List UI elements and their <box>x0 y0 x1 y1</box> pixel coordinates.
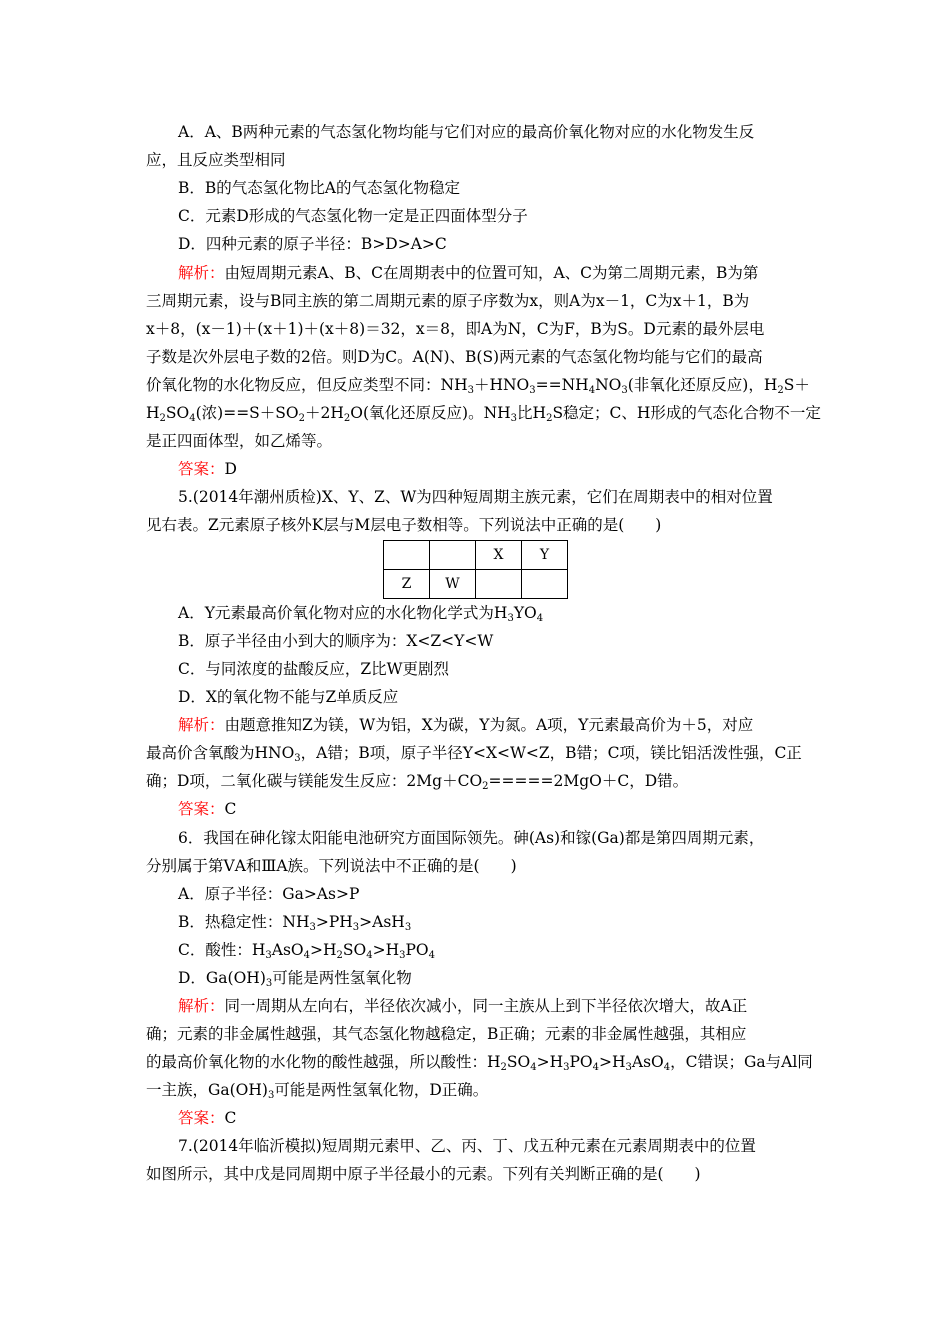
q5-option-c: C．与同浓度的盐酸反应，Z比W更剧烈 <box>178 660 450 678</box>
q5-stem-line2: 见右表。Z元素原子核外K层与M层电子数相等。下列说法中正确的是( ) <box>146 516 662 534</box>
explanation-label: 解析： <box>178 264 225 282</box>
q5-answer: 答案：C <box>178 800 237 818</box>
q4-explanation-line3: x＋8，(x－1)＋(x＋1)＋(x＋8)＝32，x＝8，即A为N，C为F，B为S。D元素的最外层电 <box>146 320 765 338</box>
answer-label: 答案： <box>178 800 225 818</box>
q6-option-b: B．热稳定性：$NH_3>PH_3>AsH_3$ <box>178 913 412 933</box>
q6-option-d: D．$Ga(OH)_3$可能是两性氢氧化物 <box>178 969 412 989</box>
q4-option-a-line2: 应，且反应类型相同 <box>146 151 286 169</box>
table-cell: Y <box>522 541 568 570</box>
table-row <box>384 570 568 599</box>
table-cell: Z <box>384 570 430 599</box>
q5-option-d: D．X的氧化物不能与Z单质反应 <box>178 688 399 706</box>
answer-label: 答案： <box>178 1109 225 1127</box>
table-cell <box>522 570 568 599</box>
q4-answer: 答案：D <box>178 460 237 478</box>
q5-periodic-table-fragment <box>383 540 568 599</box>
q7-stem-line1: 7.(2014年临沂模拟)短周期元素甲、乙、丙、丁、戊五种元素在元素周期表中的位置 <box>178 1137 756 1155</box>
q4-explanation-line7: 是正四面体型，如乙烯等。 <box>146 432 333 450</box>
q5-option-b: B．原子半径由小到大的顺序为：X<Z<Y<W <box>178 632 494 650</box>
explanation-label: 解析： <box>178 716 225 734</box>
table-cell: W <box>430 570 476 599</box>
q5-explanation-line3: 确；D项，二氧化碳与镁能发生反应：$2Mg+CO_2=====2MgO+C$，D错。 <box>146 772 689 792</box>
q6-stem-line1: 6．我国在砷化镓太阳能电池研究方面国际领先。砷(As)和镓(Ga)都是第四周期元素， <box>178 829 765 847</box>
q4-explanation-line5: 价氧化物的水化物反应，但反应类型不同：$NH_3+HNO_3==NH_4NO_3$(非氧化还原反应)，$H_2S+$ <box>146 376 810 396</box>
q4-option-d: D．四种元素的原子半径：B>D>A>C <box>178 235 447 253</box>
explanation-label: 解析： <box>178 997 225 1015</box>
q5-option-a: A．Y元素最高价氧化物对应的水化物化学式为$H_3YO_4$ <box>178 604 544 624</box>
q5-explanation-line2: 最高价含氧酸为$HNO_3$，A错；B项，原子半径Y<X<W<Z，B错；C项，镁比铝活泼性强，C正 <box>146 744 802 764</box>
q5-explanation-line1: 解析：由题意推知Z为镁，W为铝，X为碳，Y为氮。A项，Y元素最高价为＋5，对应 <box>178 716 754 734</box>
q4-explanation-line2: 三周期元素，设与B同主族的第二周期元素的原子序数为x，则A为x－1，C为x＋1，B为 <box>146 292 750 310</box>
q7-stem-line2: 如图所示，其中戊是同周期中原子半径最小的元素。下列有关判断正确的是( ) <box>146 1165 701 1183</box>
q4-explanation-line4: 子数是次外层电子数的2倍。则D为C。A(N)、B(S)两元素的气态氢化物均能与它们的最高 <box>146 348 763 366</box>
q4-explanation-line1: 解析：由短周期元素A、B、C在周期表中的位置可知，A、C为第二周期元素，B为第 <box>178 264 759 282</box>
q4-option-b: B．B的气态氢化物比A的气态氢化物稳定 <box>178 179 460 197</box>
q4-option-c: C．元素D形成的气态氢化物一定是正四面体型分子 <box>178 207 528 225</box>
q6-stem-line2: 分别属于第ⅤA和ⅢA族。下列说法中不正确的是( ) <box>146 857 517 875</box>
answer-label: 答案： <box>178 460 225 478</box>
q6-explanation-line3: 的最高价氧化物的水化物的酸性越强，所以酸性：$H_2SO_4>H_3PO_4>H_3AsO_4$，C错误；Ga与Al同 <box>146 1053 813 1073</box>
q5-stem-line1: 5.(2014年潮州质检)X、Y、Z、W为四种短周期主族元素，它们在周期表中的相对位置 <box>178 488 773 506</box>
q6-answer: 答案：C <box>178 1109 237 1127</box>
table-cell <box>430 541 476 570</box>
table-cell <box>476 570 522 599</box>
q6-explanation-line4: 一主族，$Ga(OH)_3$可能是两性氢氧化物，D正确。 <box>146 1081 489 1101</box>
q4-option-a-line1: A．A、B两种元素的气态氢化物均能与它们对应的最高价氧化物对应的水化物发生反 <box>178 123 755 141</box>
table-cell: X <box>476 541 522 570</box>
q4-explanation-line6: $H_2SO_4$(浓)$==S+SO_2+2H_2O$(氧化还原反应)。$NH_3$比$H_2S$稳定；C、H形成的气态化合物不一定 <box>146 404 821 424</box>
table-cell <box>384 541 430 570</box>
q6-explanation-line1: 解析：同一周期从左向右，半径依次减小，同一主族从上到下半径依次增大，故A正 <box>178 997 748 1015</box>
q6-explanation-line2: 确；元素的非金属性越强，其气态氢化物越稳定，B正确；元素的非金属性越强，其相应 <box>146 1025 747 1043</box>
table-row <box>384 541 568 570</box>
q6-option-c: C．酸性：$H_3AsO_4>H_2SO_4>H_3PO_4$ <box>178 941 435 961</box>
q6-option-a: A．原子半径：Ga>As>P <box>178 885 360 903</box>
